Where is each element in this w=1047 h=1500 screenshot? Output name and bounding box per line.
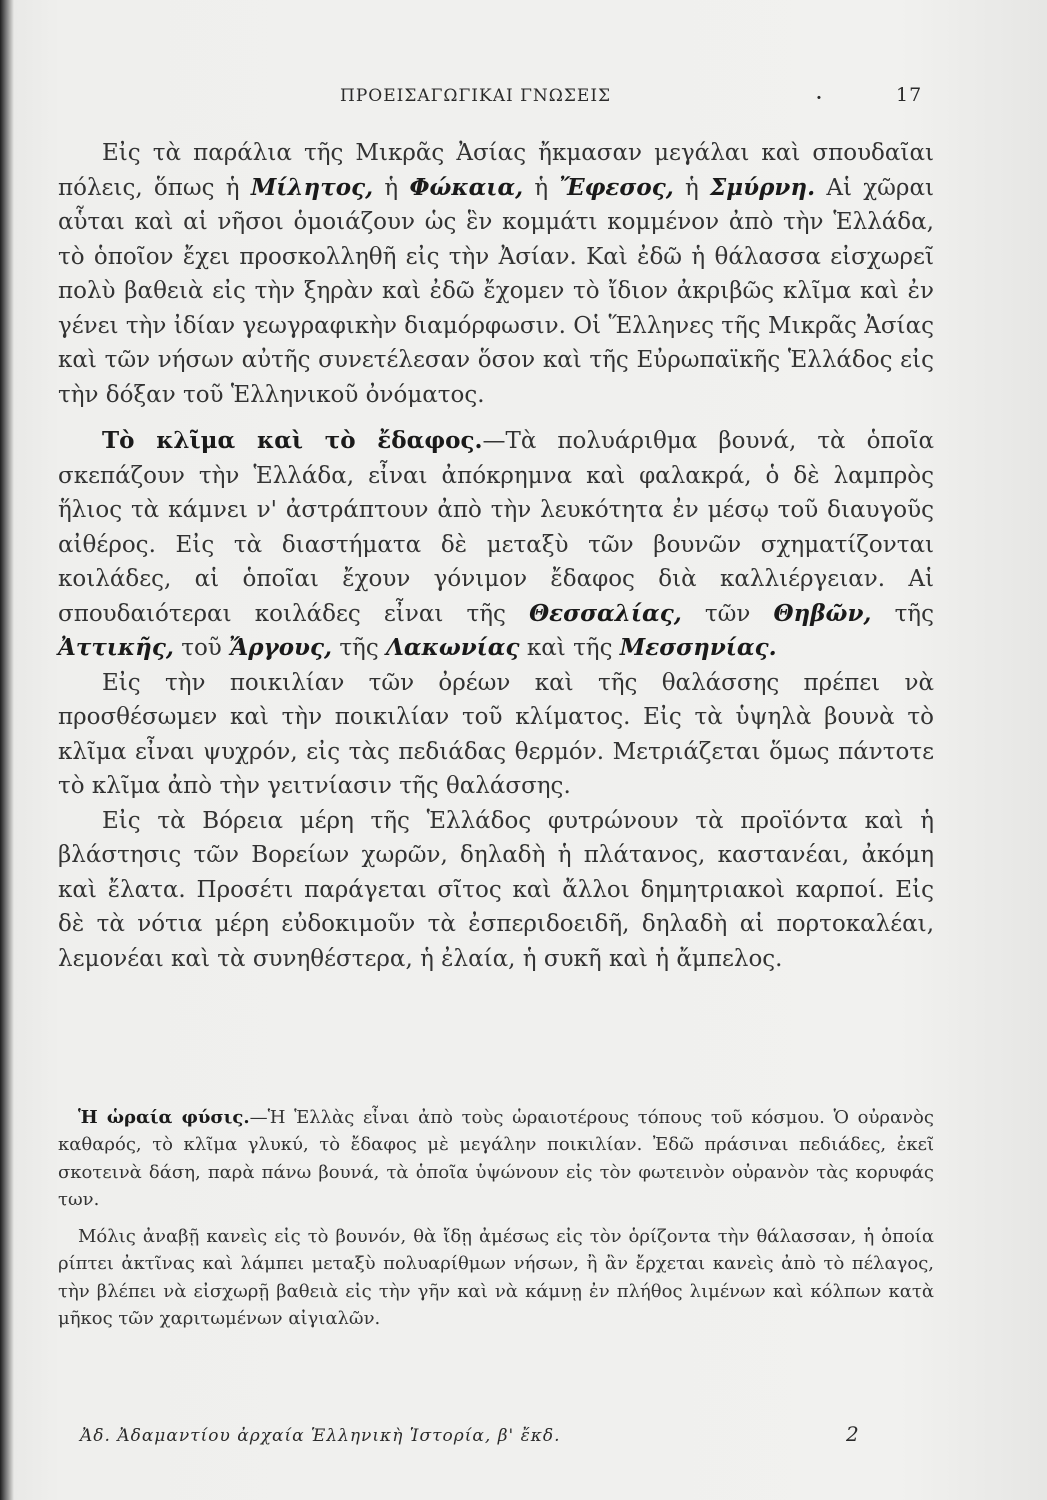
text-run: ἡ [673, 174, 711, 201]
text-run: τοῦ [173, 635, 230, 661]
text-run: τῶν [681, 600, 774, 627]
place-attiki: Ἀττικῆς, [58, 634, 174, 661]
place-argous: Ἄργους, [229, 634, 333, 661]
page-header [0, 82, 1047, 112]
place-messinia: Μεσσηνίας. [619, 634, 777, 661]
paragraph-variety: Εἰς τὴν ποικιλίαν τῶν ὀρέων καὶ τῆς θαλάσσης πρέπει νὰ προσθέσωμεν καὶ τὴν ποικιλίαν τοῦ κλίματος. Εἰς τὰ ὑψηλὰ βουνὰ τὸ κλῖμα εἶναι ψυχρόν, εἰς τὰς πεδιάδας θερμόν. Μετριάζεται ὅμως πάντοτε τὸ κλῖμα ἀπὸ τὴν γειτνίασιν τῆς θαλάσσης. [58, 669, 934, 799]
text-run: Αἱ χῶραι αὗται καὶ αἱ νῆσοι ὁμοιάζουν ὡς ἓν κομμάτι κομμένον ἀπὸ τὴν Ἑλλάδα, τὸ ὁποῖον ἔχει προσκολληθῆ εἰς τὴν Ἀσίαν. Καὶ ἐδῶ ἡ θάλασσα εἰσχωρεῖ πολὺ βαθειὰ εἰς τὴν ξηρὰν καὶ ἐδῶ ἔχομεν τὸ ἴδιον ἀκριβῶς κλῖμα καὶ ἐν γένει τὴν ἰδίαν γεωγραφικὴν διαμόρφωσιν. Οἱ Ἕλληνες τῆς Μικρᾶς Ἀσίας καὶ τῶν νήσων αὐτῆς συνετέλεσαν ὅσον καὶ τῆς Εὐρωπαϊκῆς Ἑλλάδος εἰς τὴν δόξαν τοῦ Ἑλληνικοῦ ὀνόματος. [58, 174, 934, 408]
text-run: τῆς [871, 600, 934, 627]
place-lakonia: Λακωνίας [386, 634, 520, 661]
place-thessalia: Θεσσαλίας, [529, 599, 682, 627]
excerpt-text [58, 1104, 934, 1332]
excerpt-mountain-view: Μόλις ἀναβῇ κανεὶς εἰς τὸ βουνόν, θὰ ἴδῃ ἀμέσως εἰς τὸν ὁρίζοντα τὴν θάλασσαν, ἡ ὁποία ρίπτει ἀκτῖνας καὶ λάμπει μεταξὺ πολυαρίθμων νήσων, ἢ ἂν ἔρχεται κανεὶς ἀπὸ τὸ πέλαγος, τὴν βλέπει νὰ εἰσχωρῇ βαθειὰ εἰς τὴν γῆν καὶ νὰ κάμνῃ ἐν πλήθος λιμένων καὶ κόλπων κατὰ μῆκος τῶν χαριτωμένων αἰγιαλῶν. [58, 1226, 934, 1330]
place-thivon: Θηβῶν, [773, 599, 872, 627]
excerpt-heading: Ἡ ὡραία φύσις. [78, 1107, 250, 1128]
paragraph-climate-soil [58, 424, 934, 666]
page-number: 17 [896, 84, 923, 106]
paragraph-vegetation: Εἰς τὰ Βόρεια μέρη τῆς Ἑλλάδος φυτρώνουν τὰ προϊόντα καὶ ἡ βλάστησις τῶν Βορείων χωρῶν, δηλαδὴ ἡ πλάτανος, καστανέαι, ἀκόμη καὶ ἔλατα. Προσέτι παράγεται σῖτος καὶ ἄλλοι δημητριακοὶ καρποί. Εἰς δὲ τὰ νότια μέρη εὐδοκιμοῦν τὰ ἐσπεριδοειδῆ, δηλαδὴ αἱ πορτοκαλέαι, λεμονέαι καὶ τὰ συνηθέστερα, ἡ ἐλαία, ἡ συκῆ καὶ ἡ ἄμπελος. [58, 807, 934, 972]
place-efesos: Ἔφεσος, [559, 173, 674, 201]
running-title: ΠΡΟΕΙΣΑΓΩΓΙΚΑΙ ΓΝΩΣΕΙΣ [340, 86, 612, 106]
signature-mark: 2 [846, 1422, 860, 1446]
text-run: τῆς [332, 635, 387, 661]
paragraph-asia-minor [58, 136, 934, 412]
place-smyrni: Σμύρνη. [710, 173, 816, 201]
text-run: —Ἡ Ἑλλὰς εἶναι ἀπὸ τοὺς ὡραιοτέρους τόπους τοῦ κόσμου. Ὁ οὐρανὸς καθαρός, τὸ κλῖμα γλυκύ, τὸ ἔδαφος μὲ μεγάλην ποικιλίαν. Ἐδῶ πράσιναι πεδιάδες, ἐκεῖ σκοτεινὰ δάση, παρὰ πάνω βουνά, τὰ ὁποῖα ὑψώνουν εἰς τὸν φωτεινὸν οὐρανὸν τὰς κορυφάς των. [58, 1107, 934, 1210]
text-run: —Τὰ πολυάριθμα βουνά, τὰ ὁποῖα σκεπάζουν τὴν Ἑλλάδα, εἶναι ἀπόκρημνα καὶ φαλακρά, ὁ δὲ λαμπρὸς ἥλιος τὰ κάμνει ν' ἀστράπτουν ἀπὸ τὴν λευκότητα ἐν μέσῳ τοῦ διαυγοῦς αἰθέρος. Εἰς τὰ διαστήματα δὲ μεταξὺ τῶν βουνῶν σχηματίζονται κοιλάδες, αἱ ὁποῖαι ἔχουν γόνιμον ἔδαφος διὰ καλλιέργειαν. Αἱ σπουδαιότεραι κοιλάδες εἶναι τῆς [58, 428, 934, 627]
section-heading-climate: Τὸ κλῖμα καὶ τὸ ἔδαφος. [102, 427, 483, 454]
text-run: καὶ τῆς [519, 635, 620, 661]
main-text [58, 136, 934, 976]
place-miletos: Μίλητος, [250, 173, 374, 201]
text-run: Εἰς τὰ παράλια τῆς Μικρᾶς Ἀσίας ἤκμασαν μεγάλαι καὶ σπουδαῖαι πόλεις, ὅπως ἡ [58, 140, 934, 201]
text-run: ἡ [373, 174, 410, 201]
footer-citation: Ἀδ. Ἀδαμαντίου ἀρχαία Ἑλληνικὴ Ἱστορία, β' ἔκδ. [80, 1426, 561, 1446]
text-run: ἡ [523, 174, 560, 201]
place-fokaia: Φώκαια, [409, 173, 524, 201]
excerpt-beautiful-nature [58, 1104, 934, 1213]
header-dot: . [816, 84, 823, 104]
page-footer [0, 1422, 1047, 1456]
